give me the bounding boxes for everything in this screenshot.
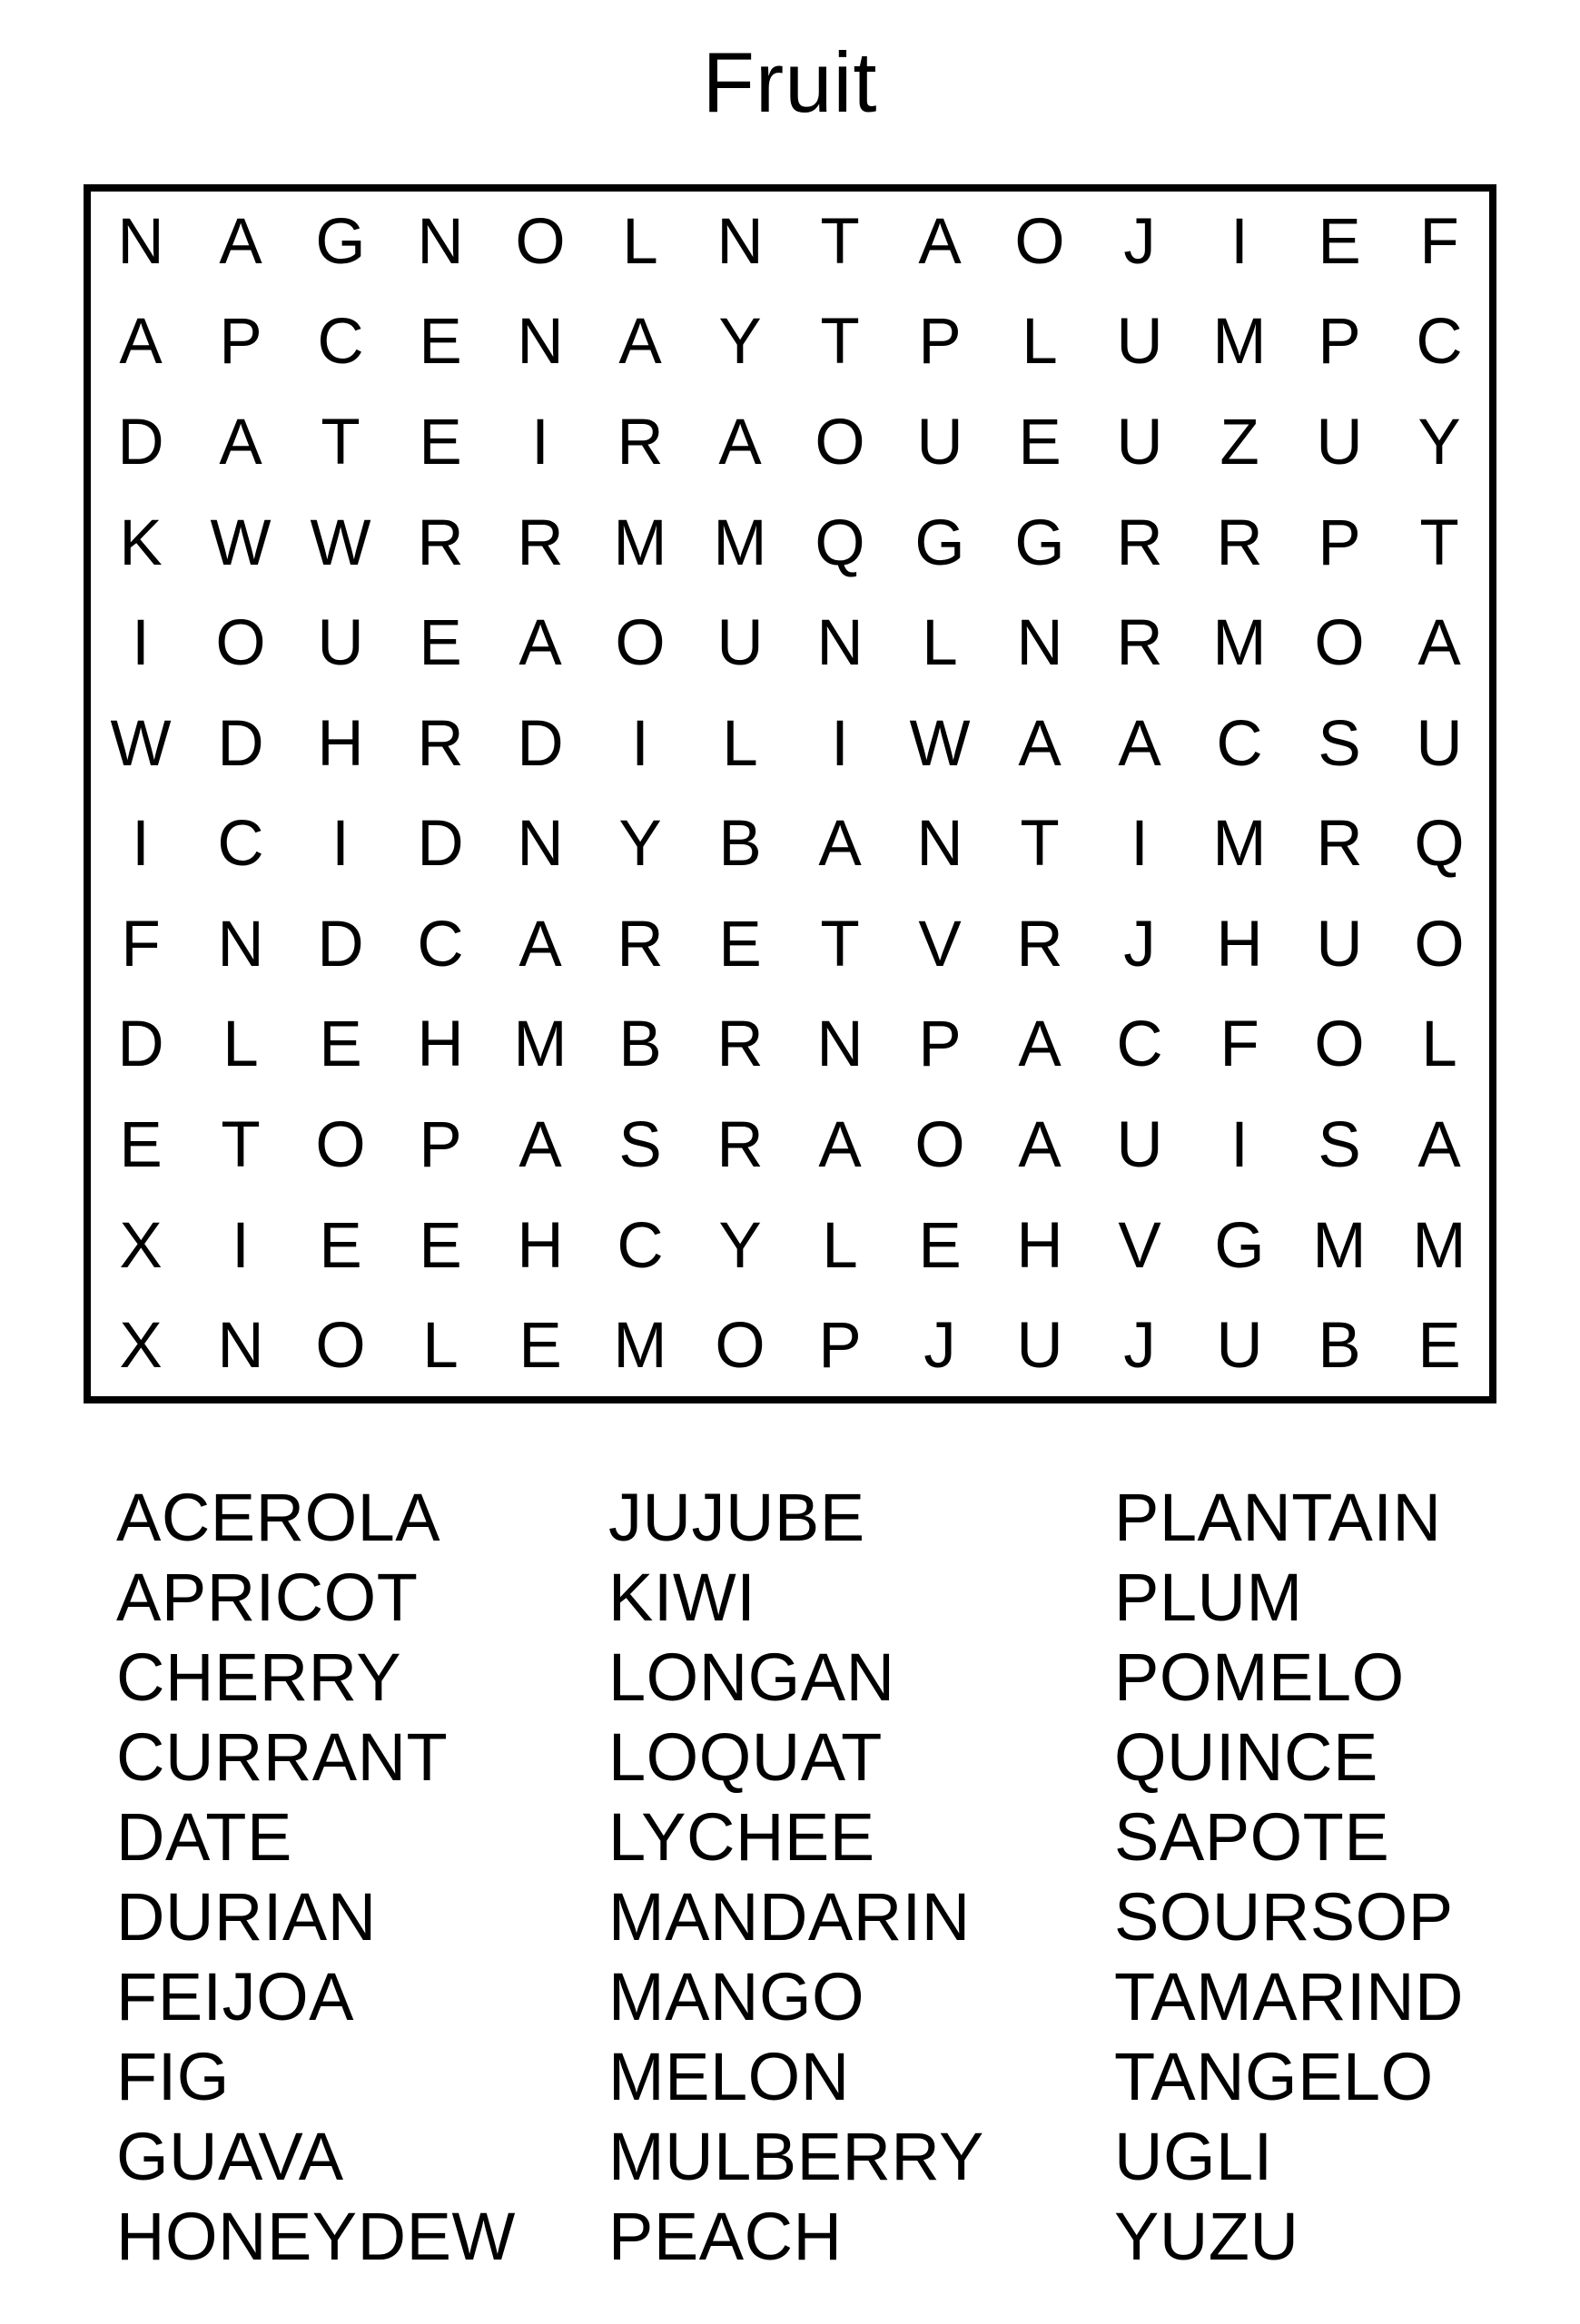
grid-cell: Y xyxy=(718,306,762,379)
grid-cell: U xyxy=(716,607,764,680)
grid-cell: M xyxy=(613,507,667,579)
grid-cell: A xyxy=(618,306,662,379)
grid-cell: M xyxy=(513,1009,568,1081)
word-list-item: FEIJOA xyxy=(116,1959,355,2034)
word-list-item: LOQUAT xyxy=(608,1719,883,1795)
grid-cell: E xyxy=(1318,205,1361,278)
grid-cell: E xyxy=(119,1109,163,1182)
grid-cell: P xyxy=(1318,306,1361,379)
grid-cell: E xyxy=(419,406,462,478)
grid-cell: L xyxy=(1022,306,1058,379)
grid-cell: D xyxy=(517,707,564,780)
grid-cell: L xyxy=(222,1009,259,1081)
grid-cell: A xyxy=(1018,1009,1062,1081)
grid-cell: Y xyxy=(618,808,662,881)
grid-cell: G xyxy=(1214,1209,1265,1282)
grid-cell: B xyxy=(718,808,762,881)
word-list-item: JUJUBE xyxy=(608,1480,865,1555)
grid-cell: L xyxy=(422,1310,459,1383)
grid-cell: A xyxy=(1018,707,1062,780)
grid-cell: N xyxy=(916,808,963,881)
grid-cell: A xyxy=(818,808,862,881)
grid-cell: G xyxy=(914,507,965,579)
grid-cell: C xyxy=(317,306,364,379)
grid-cell: U xyxy=(1116,406,1163,478)
grid-cell: X xyxy=(119,1310,163,1383)
grid-cell: H xyxy=(417,1009,464,1081)
grid-cell: D xyxy=(217,707,264,780)
grid-cell: J xyxy=(923,1310,956,1383)
grid-cell: O xyxy=(615,607,666,680)
word-list xyxy=(0,1478,1580,2295)
grid-cell: C xyxy=(1116,1009,1163,1081)
word-list-item: SAPOTE xyxy=(1114,1799,1390,1875)
grid-cell: O xyxy=(1414,908,1465,980)
grid-cell: L xyxy=(622,205,658,278)
grid-cell: M xyxy=(1312,1209,1367,1282)
grid-cell: R xyxy=(716,1009,764,1081)
grid-cell: U xyxy=(1116,1109,1163,1182)
grid-cell: M xyxy=(1212,607,1267,680)
grid-cell: C xyxy=(1416,306,1463,379)
grid-cell: O xyxy=(215,607,266,680)
grid-cell: T xyxy=(1020,808,1060,881)
grid-cell: T xyxy=(820,306,860,379)
grid-cell: R xyxy=(1316,808,1363,881)
word-list-item: TANGELO xyxy=(1114,2039,1434,2114)
grid-cell: W xyxy=(909,707,971,780)
grid-cell: E xyxy=(419,306,462,379)
grid-cell: V xyxy=(1118,1209,1161,1282)
grid-cell: L xyxy=(722,707,758,780)
grid-cell: N xyxy=(517,808,564,881)
grid-cell: E xyxy=(419,1209,462,1282)
grid-cell: R xyxy=(1116,507,1163,579)
grid-cell: N xyxy=(217,908,264,980)
grid-cell: E xyxy=(1018,406,1062,478)
grid-cell: Q xyxy=(815,507,865,579)
word-list-item: APRICOT xyxy=(116,1560,419,1635)
grid-cell: O xyxy=(515,205,566,278)
grid-cell: I xyxy=(1230,205,1249,278)
grid-cell: O xyxy=(1314,607,1365,680)
grid-cell: B xyxy=(1318,1310,1361,1383)
grid-cell: T xyxy=(820,205,860,278)
grid-cell: P xyxy=(918,306,962,379)
grid-cell: N xyxy=(217,1310,264,1383)
grid-cell: G xyxy=(1014,507,1065,579)
word-list-item: YUZU xyxy=(1114,2199,1299,2274)
grid-cell: I xyxy=(1131,808,1149,881)
word-list-item: ACEROLA xyxy=(116,1480,441,1555)
grid-cell: C xyxy=(217,808,264,881)
grid-cell: P xyxy=(918,1009,962,1081)
grid-cell: I xyxy=(132,808,150,881)
grid-cell: D xyxy=(117,406,164,478)
grid-cell: A xyxy=(219,406,262,478)
grid-cell: O xyxy=(1314,1009,1365,1081)
grid-cell: R xyxy=(617,908,664,980)
grid-cell: E xyxy=(419,607,462,680)
grid-cell: A xyxy=(518,1109,562,1182)
grid-cell: J xyxy=(1123,205,1156,278)
word-list-item: PEACH xyxy=(608,2199,843,2274)
grid-cell: N xyxy=(417,205,464,278)
grid-cell: N xyxy=(517,306,564,379)
grid-cell: E xyxy=(1417,1310,1461,1383)
puzzle-title: Fruit xyxy=(702,34,878,130)
grid-cell: Q xyxy=(1414,808,1465,881)
grid-cell: A xyxy=(518,908,562,980)
grid-cell: R xyxy=(617,406,664,478)
grid-cell: P xyxy=(818,1310,862,1383)
grid-cell: S xyxy=(1318,707,1361,780)
grid-cell: A xyxy=(918,205,962,278)
grid-cell: E xyxy=(718,908,762,980)
grid-cell: I xyxy=(331,808,350,881)
grid-cell: R xyxy=(417,507,464,579)
grid-cell: D xyxy=(317,908,364,980)
grid-cell: R xyxy=(517,507,564,579)
grid-cell: N xyxy=(816,607,864,680)
grid-cell: A xyxy=(518,607,562,680)
grid-cell: W xyxy=(310,507,371,579)
grid-cell: D xyxy=(417,808,464,881)
grid-cell: U xyxy=(1316,908,1363,980)
word-list-item: POMELO xyxy=(1114,1640,1405,1715)
grid-cell: U xyxy=(1016,1310,1063,1383)
word-list-column-3 xyxy=(1114,1478,1464,2277)
grid-cell: M xyxy=(1412,1209,1466,1282)
grid-cell: J xyxy=(1123,1310,1156,1383)
grid-cell: F xyxy=(1419,205,1459,278)
word-list-item: FIG xyxy=(116,2039,230,2114)
grid-cell: M xyxy=(1212,808,1267,881)
grid-cell: T xyxy=(1419,507,1459,579)
grid-cell: S xyxy=(1318,1109,1361,1182)
grid-cell: G xyxy=(315,205,366,278)
grid-cell: A xyxy=(1417,1109,1461,1182)
grid-cell: T xyxy=(221,1109,261,1182)
grid-cell: A xyxy=(1417,607,1461,680)
grid-cell: M xyxy=(1212,306,1267,379)
word-list-item: LONGAN xyxy=(608,1640,895,1715)
word-list-item: MELON xyxy=(608,2039,850,2114)
word-list-column-2 xyxy=(608,1478,984,2277)
grid-cell: R xyxy=(1116,607,1163,680)
grid-cell: L xyxy=(1421,1009,1457,1081)
grid-cell: U xyxy=(1116,306,1163,379)
word-list-item: DATE xyxy=(116,1799,292,1875)
grid-cell: L xyxy=(822,1209,858,1282)
word-list-item: TAMARIND xyxy=(1114,1959,1464,2034)
word-list-item: SOURSOP xyxy=(1114,1879,1454,1955)
grid-cell: E xyxy=(319,1209,362,1282)
grid-cell: V xyxy=(918,908,962,980)
grid-cell: N xyxy=(117,205,164,278)
grid-cell: X xyxy=(119,1209,163,1282)
grid-cell: A xyxy=(219,205,262,278)
word-list-item: MANGO xyxy=(608,1959,865,2034)
grid-cell: I xyxy=(631,707,649,780)
grid-cell: I xyxy=(1230,1109,1249,1182)
grid-cell: A xyxy=(119,306,163,379)
word-list-item: CURRANT xyxy=(116,1719,449,1795)
word-list-item: GUAVA xyxy=(116,2119,344,2194)
word-list-item: DURIAN xyxy=(116,1879,377,1955)
grid-cell: O xyxy=(1014,205,1065,278)
grid-cell: E xyxy=(918,1209,962,1282)
grid-cell: H xyxy=(1016,1209,1063,1282)
grid-cell: A xyxy=(718,406,762,478)
grid-cell: H xyxy=(1216,908,1263,980)
grid-cell: P xyxy=(219,306,262,379)
word-list-item: QUINCE xyxy=(1114,1719,1378,1795)
grid-cell: N xyxy=(1016,607,1063,680)
grid-cell: A xyxy=(1118,707,1161,780)
grid-cell: M xyxy=(713,507,767,579)
grid-cell: S xyxy=(618,1109,662,1182)
word-search-grid xyxy=(84,184,1496,1403)
grid-cell: C xyxy=(417,908,464,980)
grid-cell: E xyxy=(319,1009,362,1081)
grid-cell: E xyxy=(518,1310,562,1383)
grid-cell: Y xyxy=(718,1209,762,1282)
grid-cell: I xyxy=(232,1209,250,1282)
grid-cell: Y xyxy=(1417,406,1461,478)
grid-cell: U xyxy=(1416,707,1463,780)
grid-cell: R xyxy=(417,707,464,780)
grid-cell: F xyxy=(1220,1009,1259,1081)
grid-cell: C xyxy=(617,1209,664,1282)
grid-cell: U xyxy=(1316,406,1363,478)
grid-cell: P xyxy=(419,1109,462,1182)
grid-cell: W xyxy=(110,707,172,780)
word-list-item: LYCHEE xyxy=(608,1799,875,1875)
grid-cell: A xyxy=(818,1109,862,1182)
grid-cell: U xyxy=(1216,1310,1263,1383)
word-list-item: CHERRY xyxy=(116,1640,402,1715)
grid-cell: T xyxy=(321,406,360,478)
word-list-item: MANDARIN xyxy=(608,1879,971,1955)
grid-cell: O xyxy=(715,1310,765,1383)
word-list-item: UGLI xyxy=(1114,2119,1273,2194)
grid-cell: K xyxy=(119,507,163,579)
grid-cell: O xyxy=(315,1310,366,1383)
grid-cell: I xyxy=(831,707,849,780)
grid-cell: R xyxy=(1016,908,1063,980)
grid-cell: L xyxy=(922,607,958,680)
grid-cell: I xyxy=(531,406,549,478)
word-list-item: PLUM xyxy=(1114,1560,1303,1635)
grid-cell: Z xyxy=(1220,406,1259,478)
grid-cell: O xyxy=(815,406,865,478)
grid-cell: M xyxy=(613,1310,667,1383)
grid-cell: B xyxy=(618,1009,662,1081)
grid-cell: R xyxy=(1216,507,1263,579)
grid-cell: H xyxy=(317,707,364,780)
grid-cell: C xyxy=(1216,707,1263,780)
word-list-item: PLANTAIN xyxy=(1114,1480,1442,1555)
grid-cell: R xyxy=(716,1109,764,1182)
word-list-item: KIWI xyxy=(608,1560,756,1635)
word-list-item: HONEYDEW xyxy=(116,2199,516,2274)
grid-cell: W xyxy=(210,507,272,579)
grid-cell: O xyxy=(914,1109,965,1182)
grid-cell: U xyxy=(317,607,364,680)
word-list-item: MULBERRY xyxy=(608,2119,984,2194)
grid-cell: D xyxy=(117,1009,164,1081)
grid-cell: P xyxy=(1318,507,1361,579)
grid-cell: F xyxy=(121,908,161,980)
grid-cell: I xyxy=(132,607,150,680)
grid-cell: O xyxy=(315,1109,366,1182)
grid-cell: N xyxy=(716,205,764,278)
grid-cell: N xyxy=(816,1009,864,1081)
grid-cell: J xyxy=(1123,908,1156,980)
word-list-column-1 xyxy=(116,1478,516,2277)
grid-cell: H xyxy=(517,1209,564,1282)
grid-cell: T xyxy=(820,908,860,980)
grid-cell: U xyxy=(916,406,963,478)
grid-cell: A xyxy=(1018,1109,1062,1182)
